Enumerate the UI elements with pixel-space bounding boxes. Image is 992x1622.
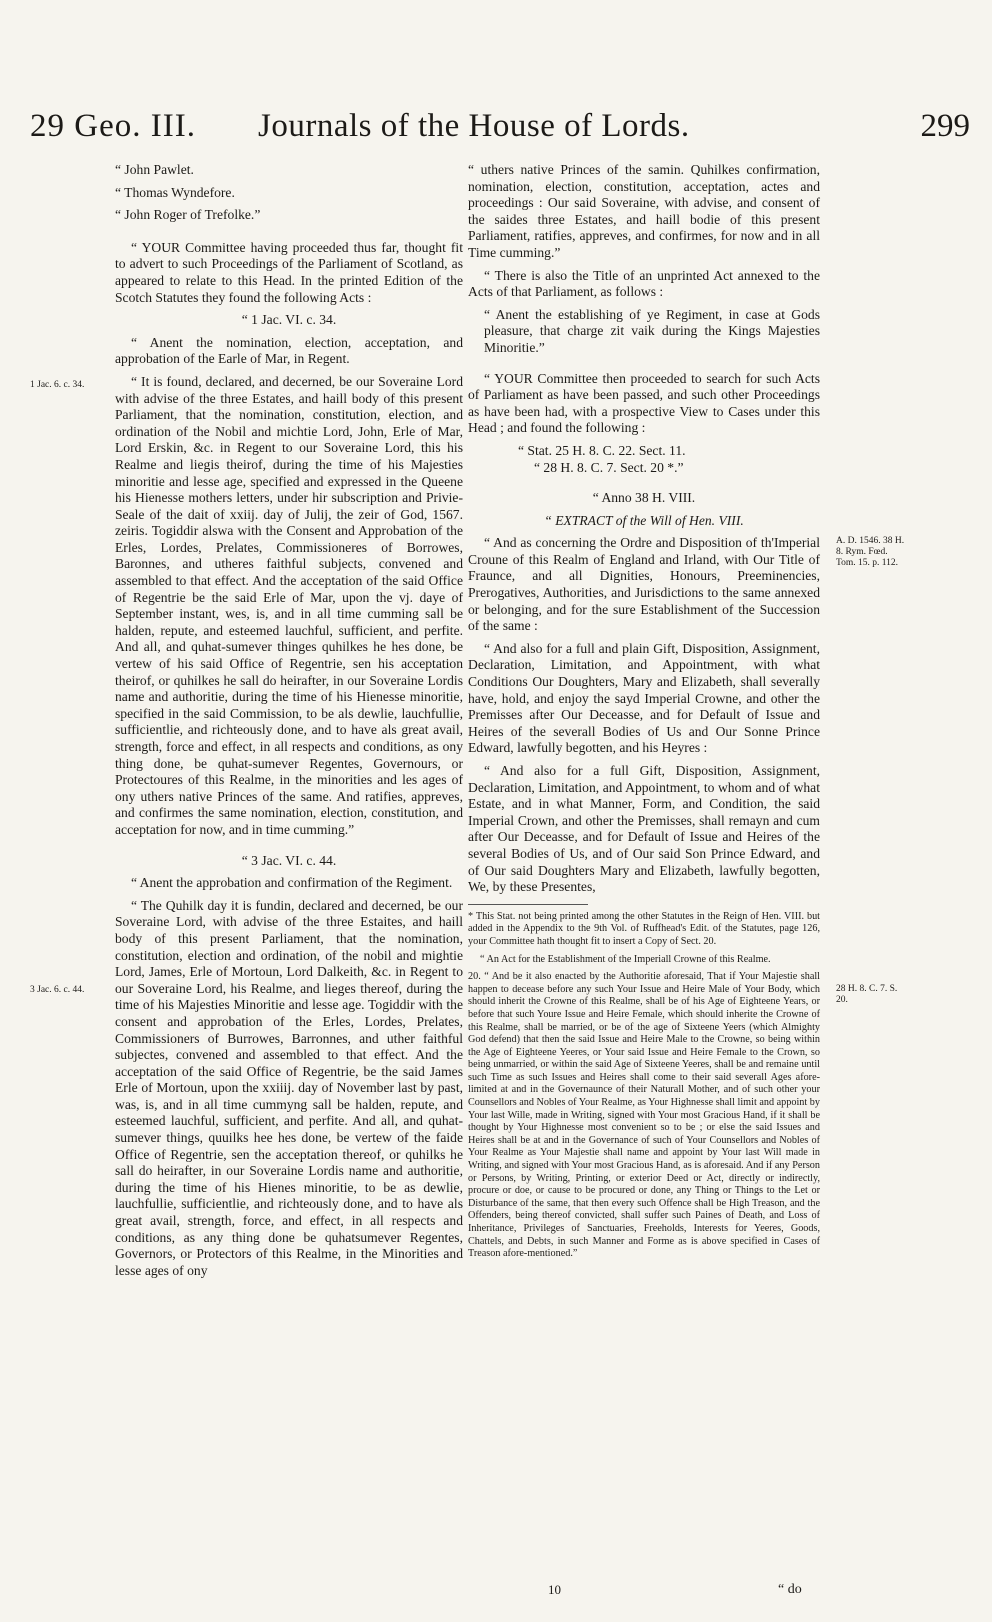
margin-note-3: A. D. 1546. 38 H. 8. Rym. Fœd. Tom. 15. p. 112.: [836, 536, 905, 568]
paragraph: “ And also for a full Gift, Disposition, Assignment, Declaration, Limitation, and Appointment, to whom and of what Estate, and in what Manner, Form, and Condition, the said Imperial Crown, and other the Premisses, shall remayn and cum after Our Deceasse, and for Default of Issue and Heires of the several Bodies of Us, and of Our said Son Prince Edward, and of Our said Doughters Mary and Elizabeth, lawfully begotten, We, by these Presentes,: [468, 763, 820, 895]
statute-heading: “ 3 Jac. VI. c. 44.: [241, 852, 337, 868]
paragraph: “ YOUR Committee having proceeded thus far, thought fit to advert to such Proceedings of the Parliament of Scotland, as appeared to relate to this Head. In the printed Edition of the Scotch Statutes they found the following Acts :: [115, 239, 463, 305]
margin-note-1: 1 Jac. 6. c. 34.: [30, 380, 85, 390]
session-label: 29 Geo. III.: [30, 108, 196, 144]
footnote-text: “ An Act for the Establishment of the Imperiall Crowne of this Realme.: [480, 953, 771, 965]
signature-mark: 10: [548, 1582, 561, 1597]
signatory: “ John Pawlet.: [115, 162, 194, 177]
extract-heading: “ EXTRACT of the Will of Hen. VIII.: [544, 512, 744, 528]
paragraph: “ There is also the Title of an unprinted Act annexed to the Acts of that Parliament, as follows :: [468, 267, 820, 300]
statute-ref: “ 28 H. 8. C. 7. Sect. 20 *.”: [534, 459, 684, 475]
signatory: “ Thomas Wyndefore.: [115, 184, 235, 200]
footnote: [468, 911, 820, 1261]
paragraph: “ It is found, declared, and decerned, be our Soveraine Lord with advise of the three Estates, and haill body of this present Parliament, that the nomination, constitution, election, and ordination of the Nobil and michtie Lord, John, Erle of Mar, Lord Erskin, &c. in Regent to our Soveraine Lord, this his Realme and liegis theirof, during the time of his Majesties minoritie and lesse age, specified and expressed in the Queene his Hienesse mothers letters, under hir subscription and Privie-Seale of the dait of xxiij. day of Julij, the zeir of God, 1567. zeiris. Togiddir alswa with the Consent and Approbation of the Erles, Lordes, Prelates, Commissioneres of Borrowes, Baronnes, and utheres faithful subjects, convened and assembled to that effect. And the acceptation of the said Office of Regentrie be the said Erle of Mar, upon the vj. daye of September instant, wes, is, and in all time cumming sall be halden, repute, and esteemed lauchful, sufficient, and perfite. And all, and quhat-sumever thinges quhilkes he hes done, be vertew of his said Office of Regentrie, sen his acceptation theirof, or quhilkes he sall do heirafter, in our Soveraine Lordis name and authoritie, during the time of his Hienesse minoritie, specified in the said Commission, to be als dewlie, lauchfullie, sufficientlie, and richteously done, and to have als great avail, strength, force and effect, in all respects and conditions, as ony thing done, be quhat-sumever Regentes, Governours, or Protectoures of this Realme, in the minorities and les ages of ony uthers native Princes of the same. And ratifies, appreves, and confirmes the same nomination, election, constitution, and acceptation for now, and in time cumming.”: [115, 373, 463, 837]
paragraph: “ uthers native Princes of the samin. Quhilkes confirmation, nomination, election, constitution, acceptation, actes and proceedings : Our said Soveraine, with advise, and consent of the saides three Estates, and haill bodie of this present Parliament, ratifies, appreves, and confirmes, for now and in all Time cumming.”: [468, 162, 820, 260]
paragraph: “ YOUR Committee then proceeded to search for such Acts of Parliament as have been passed, and such other Proceedings as have been had, with a prospective View to Cases under this Head ; and found the following :: [468, 370, 820, 436]
right-column: [468, 162, 820, 1266]
section-heading: “ Anno 38 H. VIII.: [592, 490, 696, 506]
running-header: [30, 108, 970, 156]
margin-note-2: 3 Jac. 6. c. 44.: [30, 985, 85, 995]
statute-subheading: “ Anent the nomination, election, acceptation, and approbation of the Earle of Mar, in Regent.: [115, 334, 463, 367]
catchword: “ do: [778, 1582, 802, 1597]
paragraph: “ The Quhilk day it is fundin, declared and decerned, be our Soveraine Lord, with advise of the three Estaites, and haill body of this present Parliament, that the nomination, constitution, election and ordination, of the nobil and mightie Lord, James, Erle of Mortoun, Lord Dalkeith, &c. in Regent to our Soveraine Lord, his Realme, and lieges thereof, during the time of his Majesties Minoritie and lesse age. Togiddir with the consent and approbation of the Erles, Lordes, Prelates, Commissioners of Burrowes, Barronnes, and uther faithful subjectes, convened and assembled to that effect. And the acceptation of the said Office of Regentrie, be the said James Erle of Mortoun, upon the xxiiij. day of November last by past, was, is, and in all time cummyng sall be halden, repute, and esteemed lauchful, sufficient, and perfite. And all, and quhat-sumever things, quuilks hee hes done, be vertew of the faide Office of Regentrie, sen the acceptation thereof, or quhilks he sall do heirafter, in our Soveraine Lordis name and authoritie, during the time of his Hienes minoritie, to be as dewlie, lauchfullie, sufficientlie, and richteously done, and to have als great avail, strength, force, and effect, in all respects and conditions, as any thing done be quhatsumever Regentes, Governors, or Protectors of this Realme, in the Minorities and lesse ages of ony: [115, 897, 463, 1278]
margin-note-4: 28 H. 8. C. 7. S. 20.: [836, 984, 898, 1005]
footnote-rule: [468, 904, 588, 905]
statute-heading: “ 1 Jac. VI. c. 34.: [241, 312, 337, 328]
journal-title: Journals of the House of Lords.: [258, 108, 690, 144]
page-number: 299: [920, 108, 970, 144]
signatory: “ John Roger of Trefolke.”: [115, 207, 261, 223]
footnote-text: 20. “ And be it also enacted by the Authoritie aforesaid, That if Your Majestie shall happen to decease before any such Your Issue and Heire Male of Your Body, which should inherit the Crowne of this Realme, shall be of his Age of Eighteene Years, or before that such Youre Issue and Heire Female, which should inherite the Crowne of this Realme, shall be married, or be of the age of Sixteene Yeers (which Almighty God defend) that then the said Issue and Heire Male to the Crowne, so being within the Age of Eighteene Yeeres, or Your said Issue and Heire Female to the Crown, so being unmarried, or within the said Age of Sixteene Yeeres, shall be and remaine until such Time as such Issues and Heires shall come to their said severall Ages afore-limited at and in the Governaunce of their Naturall Mother, and of such other your Counsellors and Nobles of Your Realme, as Your Highnesse shall limit and appoint by Your last Wille, made in Writing, signed with Your most Gracious Hand, if it shall be thought by Your Highnesse most convenient so to be ; or else the said Issues and Heires shall be at and in the Governance of such of Your Counsellors and Nobles of Your Realme as Your Majestie shall name and appoint by Your last Will made in Writing, and signed with Your most Gracious Hand, as is aforesaid. And if any Person or Persons, by Writing, Printing, or exterior Deed or Act, directly or indirectly, procure or doe, or cause to be procured or done, any Thing or Things to the Let or Disturbance of the same, that then every such Offence shall be High Treason, and the Offenders, being thereof convicted, shall suffer such Paines of Death, and Loss of Inheritance, Privileges of Sanctuaries, Freeholds, Interests for Yeeres, Goods, Chattels, and Debts, in such Manner and Forme as is above specified in Cases of Treason afore-mentioned.”: [468, 971, 820, 1260]
left-column: [115, 162, 463, 1285]
quoted-title: “ Anent the establishing of ye Regiment, in case at Gods pleasure, that charge zit vaik during the Kings Majesties Minoritie.”: [484, 306, 820, 355]
statute-subheading: “ Anent the approbation and confirmation of the Regiment.: [131, 875, 453, 891]
paragraph: “ And as concerning the Ordre and Disposition of th'Imperial Croune of this Realm of England and Irland, with Our Title of Fraunce, and all Dignities, Honours, Preeminencies, Prerogatives, Authorities, and Jurisdictions to the same annexed or belonging, and for the sure Establishment of the Succession of the same :: [468, 535, 820, 634]
paragraph: “ And also for a full and plain Gift, Disposition, Assignment, Declaration, Limitation, and Appointment, with what Conditions Our Doughters, Mary and Elizabeth, shall severally have, hold, and enjoy the sayd Imperial Crowne, and other the Premisses after Our Deceasse, and for Default of Issue and Heires of the severall Bodies of Us and Our Sonne Prince Edward, lawfully begotten, and his Heyres :: [468, 640, 820, 756]
statute-ref: “ Stat. 25 H. 8. C. 22. Sect. 11.: [518, 442, 686, 458]
footnote-text: * This Stat. not being printed among the other Statutes in the Reign of Hen. VIII. but added in the Appendix to the 9th Vol. of Ruffhead's Edit. of the Statutes, page 126, your Committee hath thought fit to insert a Copy of Sect. 20.: [468, 910, 820, 947]
